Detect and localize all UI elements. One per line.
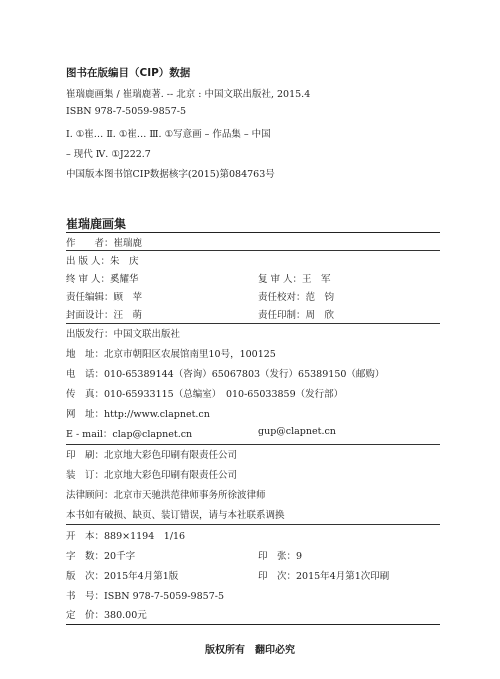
address: 地 址：北京市朝阳区农展馆南里10号，100125 [66, 349, 276, 360]
cip-line: – 现代 Ⅳ. ①J222.7 [66, 149, 151, 160]
email-b: gup@clapnet.cn [258, 426, 336, 437]
rule [66, 624, 440, 625]
rule [66, 250, 440, 251]
book-title: 崔瑞鹿画集 [66, 217, 127, 231]
printer: 印 刷：北京地大彩色印刷有限责任公司 [66, 450, 238, 461]
proofreader: 责任校对：范 钧 [258, 292, 335, 303]
binder: 装 订：北京地大彩色印刷有限责任公司 [66, 470, 238, 481]
notice: 本书如有破损、缺页、装订错误，请与本社联系调换 [66, 510, 285, 521]
email-a: E - mail：clap@clapnet.cn [66, 429, 193, 440]
word-count: 字 数：20千字 [66, 551, 136, 562]
author: 作 者：崔瑞鹿 [66, 238, 143, 249]
price: 定 价：380.00元 [66, 610, 147, 621]
editor: 责任编辑：顾 苹 [66, 292, 143, 303]
publisher-person: 出 版 人：朱 庆 [66, 256, 139, 267]
edition: 版 次：2015年4月第1版 [66, 571, 179, 582]
legal: 法律顾问：北京市天驰洪范律师事务所徐波律师 [66, 490, 266, 501]
website: 网 址：http://www.clapnet.cn [66, 409, 210, 420]
rule [66, 232, 440, 233]
cip-line: 中国版本图书馆CIP数据核字(2015)第084763号 [66, 169, 275, 180]
isbn: 书 号：ISBN 978-7-5059-9857-5 [66, 591, 224, 602]
final-reviewer: 终 审 人：奚耀华 [66, 274, 139, 285]
cip-line: ISBN 978-7-5059-9857-5 [66, 106, 186, 117]
rule [66, 323, 440, 324]
re-reviewer: 复 审 人：王 军 [258, 274, 331, 285]
impression: 印 次：2015年4月第1次印刷 [258, 571, 390, 582]
rule [66, 524, 440, 525]
phone: 电 话：010-65389144（咨询）65067803（发行）65389150（邮购） [66, 369, 385, 380]
format: 开 本：889×1194 1/16 [66, 531, 186, 542]
print-sheets: 印 张：9 [258, 551, 303, 562]
rule [66, 444, 440, 445]
cip-line: Ⅰ. ①崔… Ⅱ. ①崔… Ⅲ. ①写意画 – 作品集 – 中国 [66, 129, 271, 140]
cover-design: 封面设计：汪 萌 [66, 310, 143, 321]
fax: 传 真：010-65933115（总编室） 010-65033859（发行部） [66, 389, 344, 400]
cip-line: 崔瑞鹿画集 / 崔瑞鹿著. -- 北京 : 中国文联出版社, 2015.4 [66, 89, 311, 100]
copyright-footer: 版权所有 翻印必究 [205, 645, 295, 656]
print-supervisor: 责任印制：周 欣 [258, 310, 335, 321]
cip-title: 图书在版编目（CIP）数据 [66, 67, 191, 79]
distribution: 出版发行：中国文联出版社 [66, 329, 181, 340]
